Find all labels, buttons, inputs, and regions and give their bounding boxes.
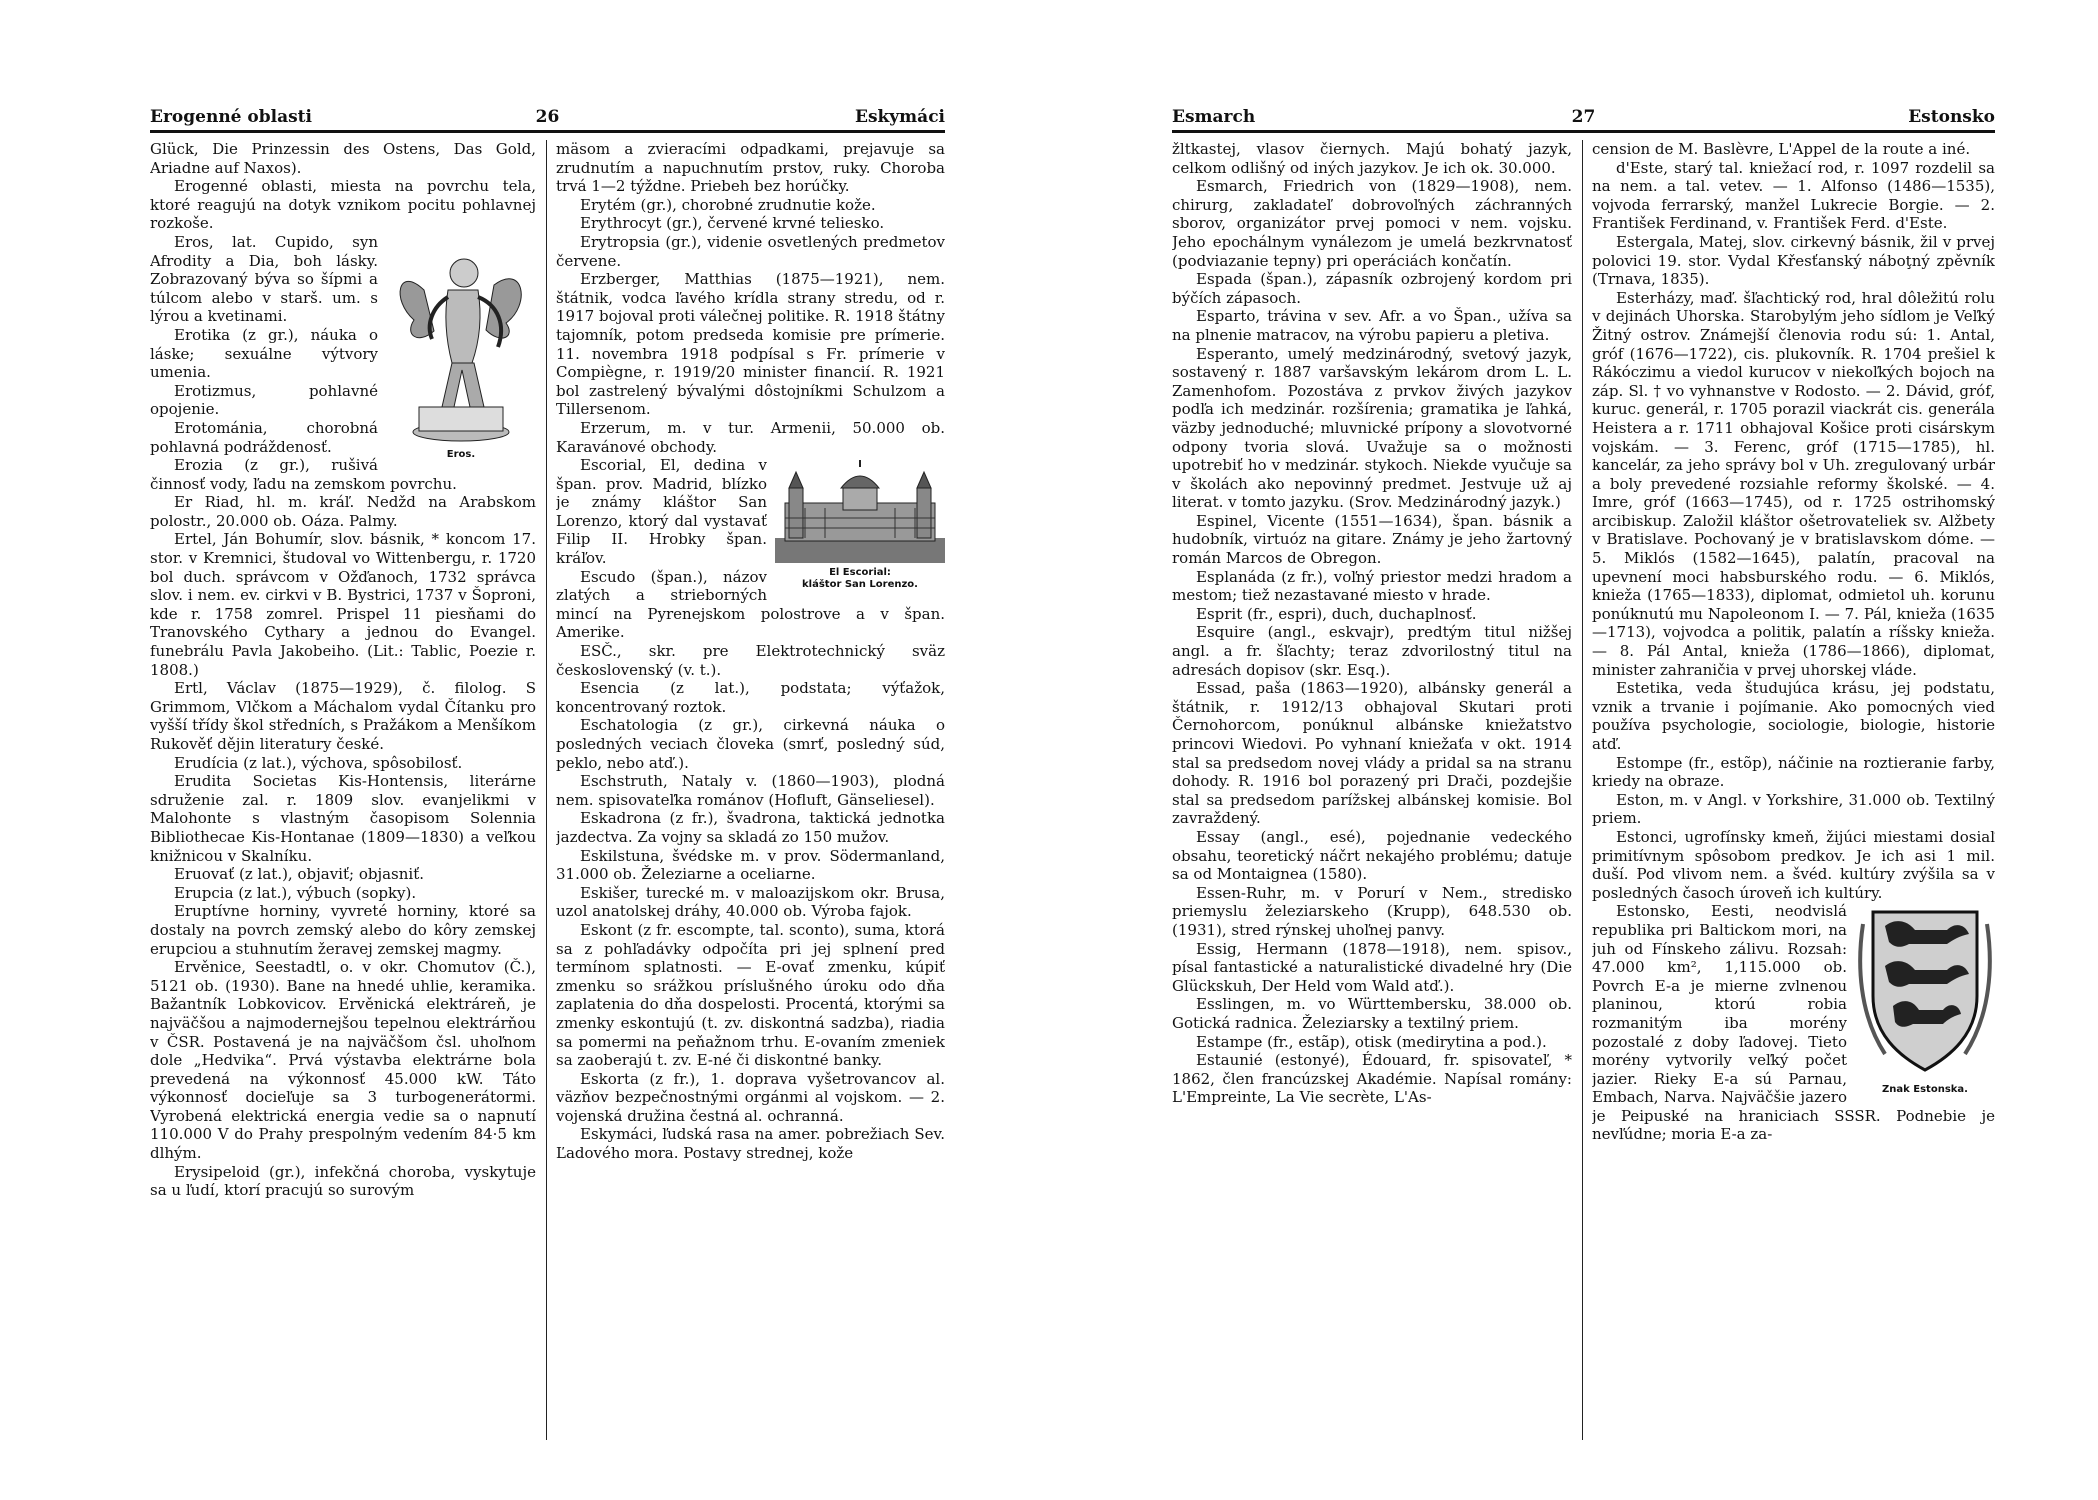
left-header-last-guideword: Eskymáci: [855, 107, 945, 127]
eros-figure: [386, 235, 536, 461]
entry: Erythrocyt (gr.), červené krvné teliesko.: [580, 214, 885, 233]
entry: Erytropsia (gr.), videnie osvetlených predmetov červene.: [556, 232, 945, 270]
entry: Er Riad, hl. m. kráľ. Nedžd na Arabskom polostr., 20.000 ob. Oáza. Palmy.: [150, 493, 536, 530]
entry: Eston, m. v Angl. v Yorkshire, 31.000 ob. Textilný priem.: [1592, 790, 1995, 828]
left-page: [150, 100, 945, 1440]
entry: Erotománia, chorobná pohlavná podráždenosť.: [150, 418, 378, 456]
column-divider: [546, 140, 547, 1440]
right-page: [1172, 100, 1995, 1440]
entry: Esperanto, umelý medzinárodný, svetový jazyk, sostavený r. 1887 varšavským lekárom drom L. L. Zamenhofom. Pozostáva z prvkov živých jazykov podľa ich medzinár. rozšírenia; gramatika je ľahká, väzby jednoduché; mluvnické prípony a slovotvorné odpony tvoria slová. Uvažuje sa o možnosti upotrebiť ho v medzinár. stykoch. Niekde vyučuje sa v školách ako nepovinný predmet. Jestvuje už aj literat. v tomto jazyku. (Srov. Medzinárodný jazyk.): [1172, 344, 1572, 512]
entry: žltkastej, vlasov čiernych. Majú bohatý jazyk, celkom odlišný od iných jazykov. Je ich ok. 30.000.: [1172, 140, 1572, 177]
entry: Erysipeloid (gr.), infekčná choroba, vyskytuje sa u ľudí, ktorí pracujú so surovým: [150, 1162, 536, 1200]
entry: Estonci, ugrofínsky kmeň, žijúci miestami dosiaľ primitívnym spôsobom predkov. Je ich asi 1 mil. duší. Pod vlivom nem. a švéd. kultúry zvýšila sa v posledných časoch úroveň ich kultúry.: [1592, 827, 1995, 902]
entry: Estonsko, Eesti, neodvislá republika pri Baltickom mori, na juh od Fínskeho zálivu. Rozsah: 47.000 km², 1,115.000 ob. Povrch E-a je mierne zvlnenou planinou, ktorú robia rozmanitým iba morény pozostalé z doby ľadovej. Tieto morény vytvorily veľký počet jazier. Riekу E-a sú Parnau, Embach, Narva. Najväčšie jazero je Peipuské na hraniciach SSSR. Podnebie je nevľúdne; moria E-a za-: [1592, 902, 1995, 1144]
entry: Erzerum, m. v tur. Armenii, 50.000 ob. Karavánové obchody.: [556, 418, 945, 456]
entry: Erotizmus, pohlavné opojenie.: [150, 381, 378, 419]
entry: Esprit (fr., espri), duch, duchaplnosť.: [1196, 604, 1477, 623]
entry: mäsom a zvieracími odpadkami, prejavuje sa zrudnutím a napuchnutím prstov, ruky. Choroba trvá 1—2 týždne. Priebeh bez horúčky.: [556, 140, 945, 196]
entry: Erupcia (z lat.), výbuch (sopky).: [174, 883, 417, 902]
entry: Erotika (z gr.), náuka o láske; sexuálne výtvory umenia.: [150, 325, 378, 382]
column-divider: [1582, 140, 1583, 1440]
entry: Essad, paša (1863—1920), albánsky generál a štátnik, r. 1912/13 obhajoval Skutari proti Černohorcom, ponúknul albánske kniežatstvo princovi Wiedovi. Po vyhnaní kniežaťa v okt. 1914 stal sa predsedom novej vlády a pridal sa na stranu dohody. R. 1916 bol porazený pri Drači, pozdejšie stal sa predsedom parížskej albánskej komisie. Bol zavraždený.: [1172, 679, 1572, 828]
entry: ESČ., skr. pre Elektrotechnický sväz československý (v. t.).: [556, 642, 945, 679]
entry: Eskilstuna, švédske m. v prov. Södermanland, 31.000 ob. Železiarne a oceliarne.: [556, 846, 945, 884]
entry: Esterházy, maď. šľachtický rod, hral dôležitú rolu v dejinách Uhorska. Starobylým jeho sídlom je Veľký Žitný ostrov. Známejší členovia rodu sú: 1. Antal, gróf (1676—1722), cis. plukovník. R. 1704 prešiel k Rákóczimu a viedol kurucov v niekoľkých bojoch na záp. Sl. † vo vyhnanstve v Rodosto. — 2. Dávid, gróf, kuruc. generál, r. 1705 porazil viackrát cis. generála Heistera a r. 1711 obhajoval Košice proti cisárskym vojskám. — 3. Ferenc, gróf (1715—1785), hl. kancelár, za jeho správy bol v Uh. zregulovaný urbár a boly prevedené rozsiahle reformy školské. — 4. Imre, gróf (1663—1745), od r. 1725 ostrihomský arcibiskup. Založil kláštor ošetrovateliek sv. Alžbety v Bratislave. Pochovaný je v bratislavskom dóme. — 5. Miklós (1582—1645), palatín, pracoval na upevnení moci habsburského rodu. — 6. Miklós, knieža (1765—1833), diplomat, odmietol uh. korunu ponúknutú mu Napoleonom I. — 7. Pál, knieža (1635—1713), vojvodca a politik, palatín a ríšsky knieža. — 8. Pál Antal, knieža (1786—1866), diplomat, minister zahraničia v prvej uhorskej vláde.: [1592, 288, 1995, 679]
right-page-column-2: [1592, 140, 1995, 1440]
entry: Erzberger, Matthias (1875—1921), nem. štátnik, vodca ľavého krídla strany stredu, od r. 1917 bojoval proti válečnej politike. R. 1918 štátny tajomník, potom predseda komisie pre prímerie. 11. novembra 1918 podpísal s Fr. prímerie v Compiègne, r. 1919/20 minister financií. R. 1921 bol zastrelený bývalými dôstojníkmi Schulzom a Tillersenom.: [556, 270, 945, 419]
entry: Esmarch, Friedrich von (1829—1908), nem. chirurg, zakladateľ dobrovoľných záchranných sborov, organizátor prvej pomoci v nem. vojsku. Jeho epochálnym vynálezom je umelá bezkrvnatosť (podviazanie tepny) pri operáciách končatín.: [1172, 177, 1572, 270]
entry: Esslingen, m. vo Württembersku, 38.000 ob. Gotická radnica. Železiarsky a textilný priem.: [1172, 995, 1572, 1032]
entry: Erytém (gr.), chorobné zrudnutie kože.: [580, 195, 876, 214]
entry: Eskont (z fr. escompte, tal. sconto), suma, ktorá sa z pohľadávky odpočíta pri jej splnení pred termínom splatnosti. — E-ovať zmenku, kúpiť zmenku so srážkou príslušného úroku odo dňa zaplatenia do dňa dospelosti. Procentá, ktorými sa zmenky eskontujú (t. zv. diskontná sadzba), riadia sa pomermi na peňažnom trhu. E-ovaním zmeniek sa zaoberajú t. zv. E-né či diskontné banky.: [556, 920, 945, 1070]
entry: Esparto, trávina v sev. Afr. a vo Špan., užíva sa na plnenie matracov, na výrobu papieru a pletiva.: [1172, 307, 1572, 344]
entry: Eskišer, turecké m. v maloazijskom okr. Brusa, uzol anatolskej dráhy, 40.000 ob. Výroba fajok.: [556, 883, 945, 921]
entry: Essay (angl., esé), pojednanie vedeckého obsahu, teoretický náčrt nekajého problému; datuje sa od Montaignea (1580).: [1172, 827, 1572, 884]
right-header-last-guideword: Estonsko: [1908, 107, 1995, 127]
entry: Eskymáci, ľudská rasa na amer. pobrežiach Sev. Ľadového mora. Postavy strednej, kože: [556, 1125, 945, 1163]
entry: Eschstruth, Nataly v. (1860—1903), plodná nem. spisovateľka románov (Hofluft, Gänseliesel).: [556, 772, 945, 809]
entry: Escudo (špan.), názov zlatých a strieborných mincí na Pyrenejskom polostrove a v špan. Amerike.: [556, 567, 945, 642]
entry: Essig, Hermann (1878—1918), nem. spisov., písal fantastické a naturalistické divadelné hry (Die Glückskuh, Der Held vom Wald atď.).: [1172, 939, 1572, 995]
entry: Ervěnice, Seestadtl, o. v okr. Chomutov (Č.), 5121 ob. (1930). Bane na hnedé uhlie, keramika. Bažantník Lobkovicov. Ervěnická elektráreň, je najväčšou a najmodernejšou tepelnou elektrárňou v ČSR. Postavená je na najväčšom čsl. uhoľnom dole „Hedvika“. Prvá výstavba elektrárne bola prevedená na výkonnosť 45.000 kW. Táto výkonnosť docieľuje sa 3 turbogenerátormi. Vyrobená elektrická energia vedie sa o napnutí 110.000 V do Prahy prespolným vedením 84·5 km dlhým.: [150, 958, 536, 1163]
escorial-caption-line-1: El Escorial:: [829, 567, 891, 579]
eros-caption: Eros.: [446, 448, 476, 460]
entry: Ertel, Ján Bohumír, slov. básnik, * koncom 17. stor. v Kremnici, študoval vo Wittenbergu, r. 1720 bol duch. správcom v Ožďanoch, 1732 správca slov. i nem. ev. cirkvi v B. Bystrici, 1737 v Šoproni, kde r. 1758 zomrel. Prispel 11 piesňami do Tranovského Cythary a jednou do Evangel. funebrálu Pavla Jakobeiho. (Lit.: Tablic, Poezie r. 1808.): [150, 530, 536, 679]
left-page-column-2: [556, 140, 945, 1440]
entry: Escorial, El, dedina v špan. prov. Madrid, blízko je známy kláštor San Lorenzo, ktorý dal vystavať Filip II. Hrobky špan. kráľov.: [556, 456, 767, 568]
left-page-column-1: [150, 140, 536, 1440]
entry: Eskorta (z fr.), 1. doprava vyšetrovancov al. väzňov bezpečnostnými orgánmi al vojskom. — 2. vojenská družina čestná al. ochranná.: [556, 1069, 945, 1125]
entry: Estompe (fr., estõp), náčinie na roztieranie farby, kriedy na obraze.: [1592, 753, 1995, 791]
escorial-caption-line-2: kláštor San Lorenzo.: [802, 579, 918, 591]
left-page-number: 26: [535, 107, 560, 127]
escorial-figure: [775, 458, 945, 591]
right-page-number: 27: [1571, 107, 1596, 127]
entry: Erudita Societas Kis-Hontensis, literárne sdruženie zal. r. 1809 slov. evanjelikmi v Malohonte s vlastným časopisom Solennia Bibliothecae Kis-Hontanae (1809—1830) a veľkou knižnicou v Skalníku.: [150, 772, 536, 865]
entry: Eskadrona (z fr.), švadrona, taktická jednotka jazdectva. Za vojny sa skladá zo 150 mužov.: [556, 809, 945, 846]
entry: Espada (špan.), zápasník ozbrojený kordom pri býčích zápasoch.: [1172, 270, 1572, 307]
estonia-crest-caption: Znak Estonska.: [1882, 1084, 1968, 1096]
entry: Estergala, Matej, slov. cirkevný básnik, žil v prvej polovici 19. stor. Vydal Křesťanský náboţný zpěvník (Trnava, 1835).: [1592, 232, 1995, 289]
entry: Esquire (angl., eskvajr), predtým titul nižšej angl. a fr. šľachty; teraz zdvorilostný titul na adresách dopisov (skr. Esq.).: [1172, 623, 1572, 679]
entry: Estampe (fr., estãp), otisk (medirytina a pod.).: [1196, 1032, 1547, 1051]
estonia-coat-of-arms-illustration: [1855, 904, 1995, 1080]
entry: Erozia (z gr.), rušivá činnosť vody, ľadu na zemskom povrchu.: [150, 456, 457, 493]
entry: Erudícia (z lat.), výchova, spôsobilosť.: [174, 753, 463, 772]
entry: Essen-Ruhr, m. v Porurí v Nem., stredisko priemyslu železiarskeho (Krupp), 648.530 ob. (1931), stred rýnskej uhoľnej panvy.: [1172, 883, 1572, 939]
entry: Esencia (z lat.), podstata; výťažok, koncentrovaný roztok.: [556, 679, 945, 716]
escorial-monastery-illustration: [775, 458, 945, 563]
entry: Ertl, Václav (1875—1929), č. filolog. S Grimmom, Vlčkom a Máchalom vydal Čítanku pro vyšší třídy škol středních, s Pražákom a Menšíkom Rukověť dějin literatury české.: [150, 679, 536, 753]
entry: d'Este, starý tal. kniežací rod, r. 1097 rozdelil sa na nem. a tal. vetev. — 1. Alfonso (1486—1535), vojvoda ferrarský, manžel Lukrecie Borgie. — 2. František Ferdinand, v. František Ferd. d'Este.: [1592, 158, 1995, 233]
entry: Eschatologia (z gr.), cirkevná náuka o posledných veciach človeka (smrť, posledný súd, peklo, nebo atď.).: [556, 716, 945, 772]
entry: Estetika, veda študujúca krásu, jej podstatu, vznik a trvanie i pojímanie. Ako pomocných vied používa psychologie, sociologie, biologie, historie atď.: [1592, 679, 1995, 753]
left-page-header: [150, 100, 945, 133]
right-header-guideword: Esmarch: [1172, 107, 1256, 127]
right-page-header: [1172, 100, 1995, 133]
entry: Estaunié (estonyé), Édouard, fr. spisovateľ, * 1862, člen francúzskej Akadémie. Napísal romány: L'Empreinte, La Vie secrète, L'As-: [1172, 1051, 1572, 1107]
entry: Eruptívne horniny, vyvreté horniny, ktoré sa dostaly na povrch zemský alebo do kôry zemskej erupciou a stuhnutím žeravej zemskej magmy.: [150, 902, 536, 958]
estonia-crest-figure: [1855, 904, 1995, 1096]
entry: Eruovať (z lat.), objaviť; objasniť.: [174, 865, 424, 884]
right-page-column-1: [1172, 140, 1572, 1440]
entry: cension de M. Baslèvre, L'Appel de la route a iné.: [1592, 140, 1971, 158]
entry: Glück, Die Prinzessin des Ostens, Das Gold, Ariadne auf Naxos).: [150, 140, 536, 177]
eros-statue-illustration: [386, 235, 536, 445]
entry: Eros, lat. Cupido, syn Afrodity a Dia, boh lásky. Zobrazovaný býva so šípmi a túlcom alebo v starš. um. s lýrou a kvetinami.: [150, 232, 378, 326]
entry: Espinel, Vicente (1551—1634), špan. básnik a hudobník, virtuóz na gitare. Známy je jeho žartovný román Marcos de Obregon.: [1172, 511, 1572, 568]
entry: Esplanáda (z fr.), voľný priestor medzi hradom a mestom; tiež nezastavané miesto v hrade.: [1172, 567, 1572, 605]
left-header-guideword: Erogenné oblasti: [150, 107, 312, 127]
entry: Erogenné oblasti, miesta na povrchu tela, ktoré reagujú na dotyk vznikom pocitu pohlavnej rozkoše.: [150, 177, 536, 233]
